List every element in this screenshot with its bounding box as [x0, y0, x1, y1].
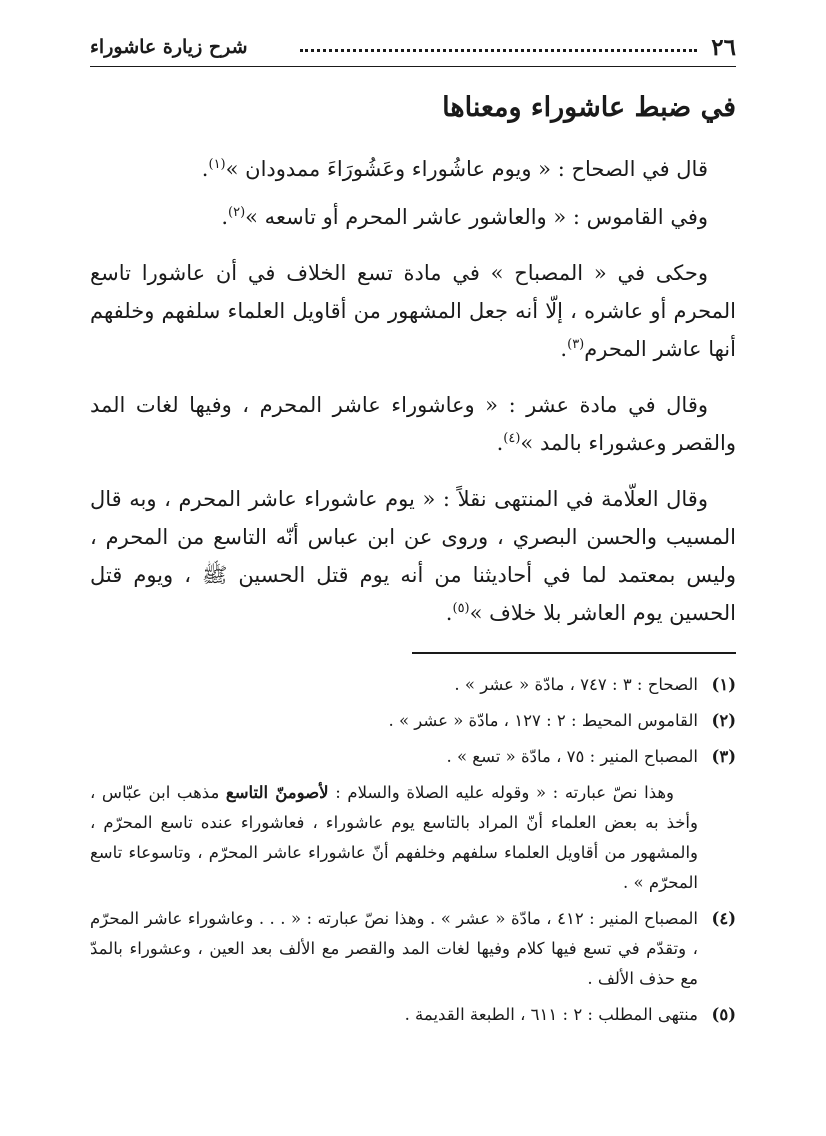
- paragraph-muntaha: وقال العلّامة في المنتهى نقلاً : « يوم عاشوراء عاشر المحرم ، وبه قال المسيب والحسن البصري ، وروى عن ابن عباس أنّه التاسع من المحرم ، وليس بمعتمد لما في أحاديثنا من أنه يوم قتل الحسين ﷺ ، ويوم قتل الحسين يوم العاشر بلا خلاف »$^{(٥)}$.: [90, 487, 736, 625]
- paragraph-text: وفي القاموس : « والعاشور عاشر المحرم أو تاسعه »: [245, 205, 708, 229]
- footnote-ref[interactable]: (٥): [452, 601, 470, 616]
- paragraph-ashar: وقال في مادة عشر : « وعاشوراء عاشر المحرم ، وفيها لغات المد والقصر وعشوراء بالمد »$^{(٤)}$.: [90, 393, 736, 455]
- footnote-text: منتهى المطلب : ٢ : ٦١١ ، الطبعة القديمة .: [404, 1005, 698, 1024]
- footnote-ref[interactable]: (٤): [503, 431, 521, 446]
- paragraph-text: وقال في مادة عشر : « وعاشوراء عاشر المحرم ، وفيها لغات المد والقصر وعشوراء بالمد »: [90, 393, 736, 455]
- footnote-text: الصحاح : ٣ : ٧٤٧ ، مادّة « عشر » .: [454, 675, 698, 694]
- footnote-number: (٣): [711, 747, 736, 766]
- footnote-text: المصباح المنير : ٧٥ ، مادّة « تسع » .: [446, 747, 698, 766]
- paragraph-text: وحكى في « المصباح » في مادة تسع الخلاف في أن عاشورا تاسع المحرم أو عاشره ، إلّا أنه جعل المشهور من أقاويل العلماء سلفهم وخلفهم أنها عاشر المحرم: [90, 261, 736, 361]
- quote-text: مذهب ابن عبّاس ، وأخذ به بعض العلماء أنّ المراد بالتاسع يوم عاشوراء ، فعاشوراء عنده تاسع المحرّم ، والمشهور من أقاويل العلماء سلفهم وخلفهم أنّ عاشوراء عاشر المحرّم ، وتاسوعاء تاسع المحرّم » .: [90, 783, 698, 892]
- footnote-text: المصباح المنير : ٤١٢ ، مادّة « عشر » . وهذا نصّ عبارته : « . . . وعاشوراء عاشر المحرّم ، وتقدّم في تسع فيها كلام وفيها لغات المد والقصر مع الألف بعد العين ، وعشوراء بالمدّ مع حذف الألف .: [90, 909, 698, 988]
- footnote-2: [90, 706, 736, 736]
- footnote-ref[interactable]: (١): [208, 157, 226, 172]
- header-divider: [90, 66, 736, 67]
- footnote-5: [90, 1000, 736, 1030]
- footnote-ref[interactable]: (٢): [228, 205, 246, 220]
- section-heading: في ضبط عاشوراء ومعناها: [442, 92, 736, 123]
- footnote-3: [90, 742, 736, 772]
- footnote-text: القاموس المحيط : ٢ : ١٢٧ ، مادّة « عشر » .: [388, 711, 698, 730]
- running-title: شرح زيارة عاشوراء: [90, 36, 248, 58]
- footnote-ref[interactable]: (٣): [567, 337, 585, 352]
- footnotes: [90, 670, 736, 1036]
- footnote-1: [90, 670, 736, 700]
- page-number: ٢٦: [711, 33, 736, 61]
- page-header: [90, 30, 736, 64]
- paragraph-qamus: وفي القاموس : « والعاشور عاشر المحرم أو تاسعه »$^{(٢)}$.: [221, 205, 708, 229]
- paragraph-sihah: قال في الصحاح : « ويوم عاشُوراء وعَشُورَاءَ ممدودان »$^{(١)}$.: [201, 157, 708, 181]
- paragraph-misbah: وحكى في « المصباح » في مادة تسع الخلاف في أن عاشورا تاسع المحرم أو عاشره ، إلّا أنه جعل المشهور من أقاويل العلماء سلفهم وخلفهم أنها عاشر المحرم$^{(٣)}$.: [90, 261, 736, 361]
- footnote-number: (٥): [711, 1005, 736, 1024]
- paragraph-text: وقال العلّامة في المنتهى نقلاً : « يوم عاشوراء عاشر المحرم ، وبه قال المسيب والحسن البصري ، وروى عن ابن عباس أنّه التاسع من المحرم ، وليس بمعتمد لما في أحاديثنا من أنه يوم قتل الحسين ﷺ ، ويوم قتل الحسين يوم العاشر بلا خلاف »: [90, 487, 736, 625]
- footnote-divider: [412, 652, 736, 654]
- footnote-number: (١): [711, 675, 736, 694]
- main-text: [90, 150, 736, 642]
- paragraph-text: قال في الصحاح : « ويوم عاشُوراء وعَشُورَاءَ ممدودان »: [225, 157, 708, 181]
- footnote-4: [90, 904, 736, 994]
- quote-text: وهذا نصّ عبارته : « وقوله عليه الصلاة والسلام :: [328, 783, 675, 802]
- dotted-leader: [300, 49, 698, 52]
- footnote-number: (٤): [711, 909, 736, 928]
- quote-emphasis: لأصومنّ التاسع: [225, 783, 329, 802]
- footnote-number: (٢): [711, 711, 736, 730]
- footnote-3-quote: [90, 778, 736, 898]
